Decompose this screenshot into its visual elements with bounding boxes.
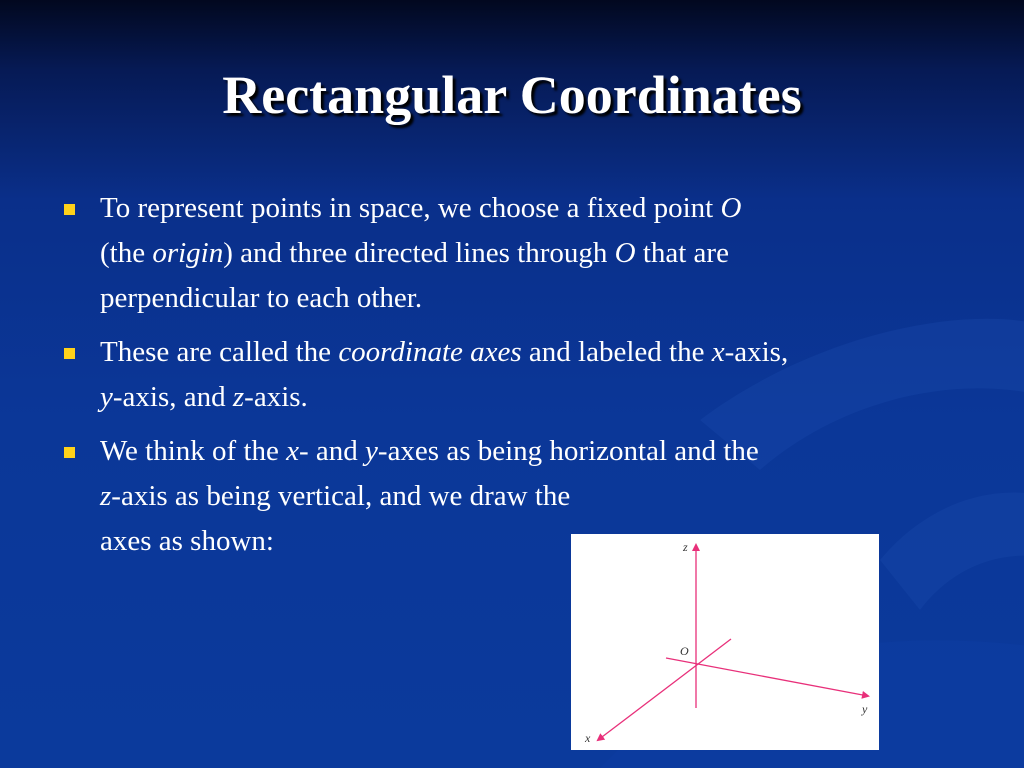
z-axis-label: z (683, 540, 688, 554)
bullet-text: ) and three directed lines through (223, 237, 615, 269)
bullet-text: To represent points in space, we choose a fixed point (100, 192, 721, 224)
bullet-text: perpendicular to each other. (100, 282, 423, 314)
bullet-line (100, 375, 982, 420)
bullet-text: -axis. (244, 381, 308, 413)
bullet-text: -axes as being horizontal and the (377, 435, 759, 467)
bullet-text: These are called the (100, 336, 339, 368)
bullet-text-italic: y (100, 381, 113, 413)
bullet-text-italic: x (711, 336, 725, 368)
bullet-line (100, 186, 982, 231)
bullet-text-italic: z (100, 480, 112, 512)
bullet-text: We think of the (100, 435, 287, 467)
bullet-text-italic: coordinate axes (338, 336, 522, 368)
bullet-text-italic: x (286, 435, 299, 467)
bullet-text: - and (299, 435, 366, 467)
bullet-line (100, 276, 982, 321)
bullet-text: -axis as being vertical, and we draw the (111, 480, 571, 512)
bullet-text: that are (635, 237, 729, 269)
bullet-text-italic: origin (152, 237, 224, 269)
bullet-text: -axis, (724, 336, 789, 368)
bullet-line (100, 231, 982, 276)
axes-figure (571, 534, 879, 750)
slide-title: Rectangular Coordinates (222, 65, 802, 125)
bullet-line (100, 330, 982, 375)
bullet-text: axes as shown: (100, 525, 274, 557)
bullet-item-coordinate-axes (62, 330, 982, 420)
bullet-text-italic: y (365, 435, 378, 467)
bullet-text: -axis, and (112, 381, 233, 413)
bullet-text-italic: O (614, 237, 636, 269)
bullet-text-italic: O (720, 192, 742, 224)
origin-label: O (680, 644, 689, 658)
bullet-line (100, 474, 982, 519)
x-axis-label: x (585, 731, 591, 745)
bullet-marker-icon (64, 348, 75, 359)
axes-diagram (571, 534, 879, 750)
bullet-line (100, 429, 982, 474)
bullet-text: (the (100, 237, 153, 269)
bullet-text: and labeled the (521, 336, 712, 368)
bullet-text-italic: z (232, 381, 245, 413)
bullet-item-origin (62, 186, 982, 321)
y-axis-label: y (862, 702, 868, 716)
bullet-list (62, 186, 982, 573)
bullet-marker-icon (64, 204, 75, 215)
x-axis-line (598, 639, 731, 740)
bullet-marker-icon (64, 447, 75, 458)
